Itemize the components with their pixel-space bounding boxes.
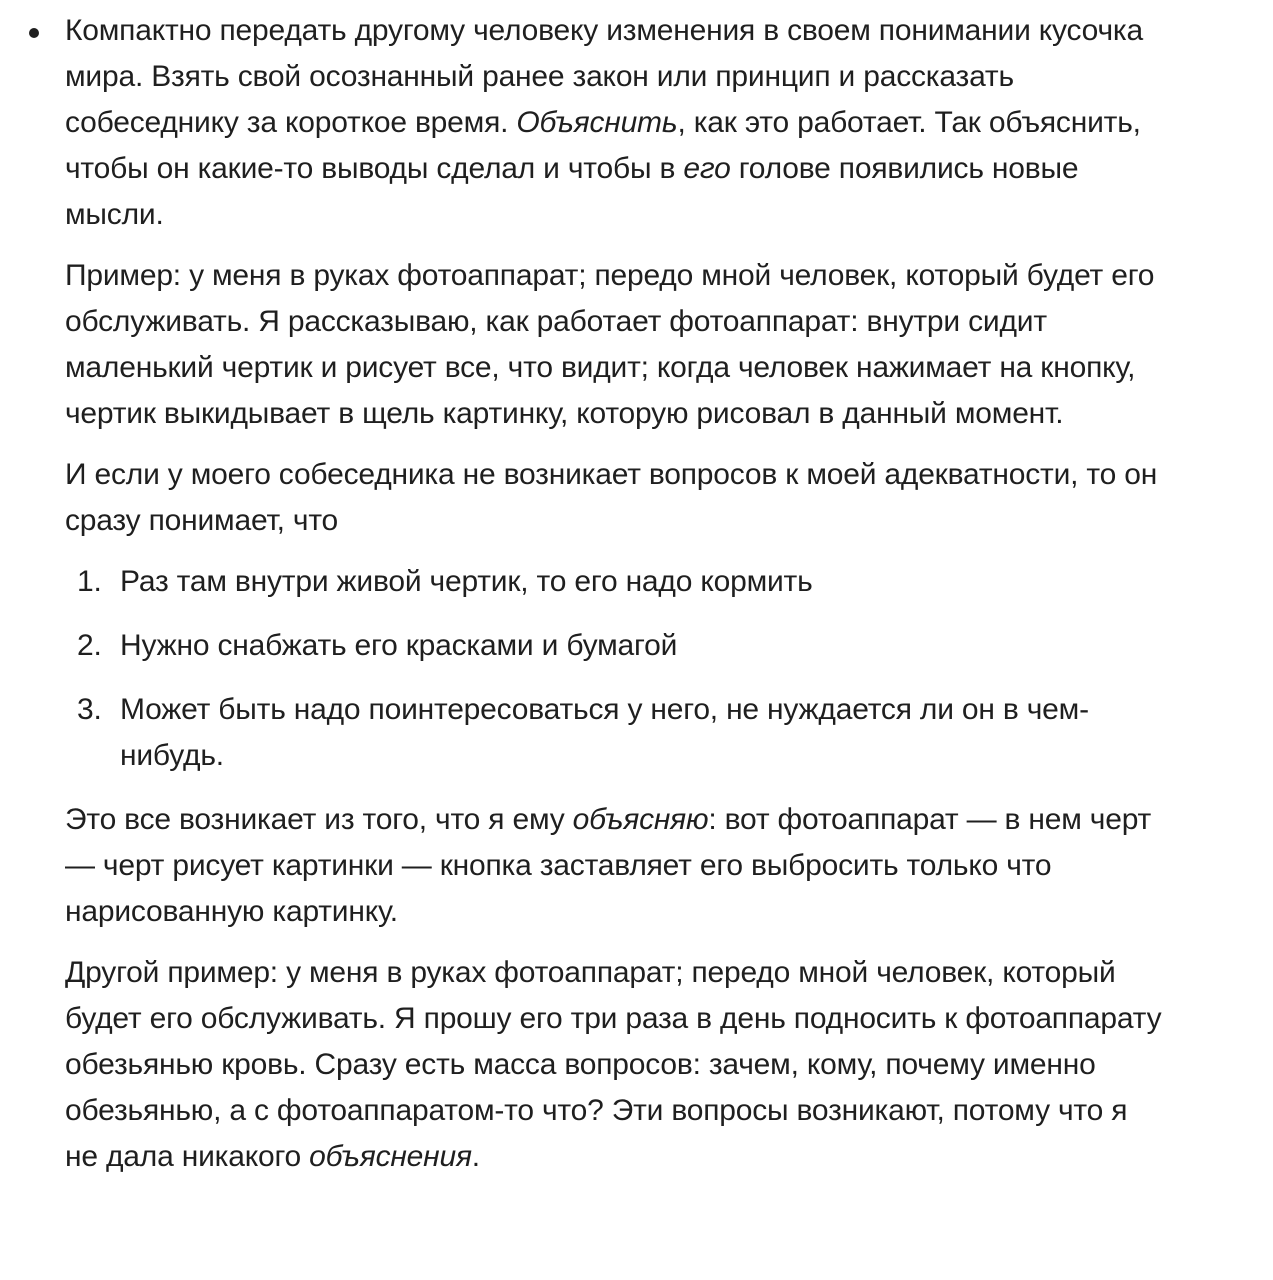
paragraph-consequence bbox=[65, 452, 1163, 544]
emphasis-run: объясняю bbox=[572, 803, 709, 836]
list-number: 1. bbox=[77, 565, 102, 598]
text-run: . bbox=[471, 1140, 480, 1173]
list-item bbox=[65, 687, 1163, 779]
text-run: Другой пример: у меня в руках фотоаппарат; передо мной человек, который будет его обслуживать. Я прошу его три раза в день подносить к фотоаппарату обезьянью кровь. Сразу есть масса вопросов: зачем, кому, почему именно обезьянью, а с фотоаппаратом-то что? Эти вопросы возникают, потому что я не дала никакого bbox=[65, 956, 1162, 1173]
list-item bbox=[65, 623, 1163, 669]
list-number: 3. bbox=[77, 693, 102, 726]
list-item-text: Раз там внутри живой чертик, то его надо кормить bbox=[120, 565, 813, 598]
paragraph-explanation bbox=[65, 797, 1163, 935]
text-run: Пример: у меня в руках фотоаппарат; передо мной человек, который будет его обслуживать. Я рассказываю, как работает фотоаппарат: внутри сидит маленький чертик и рисует все, что видит; когда человек нажимает на кнопку, чертик выкидывает в щель картинку, которую рисовал в данный момент. bbox=[65, 259, 1155, 430]
list-item bbox=[65, 559, 1163, 605]
paragraph-example-one bbox=[65, 253, 1163, 437]
list-item-text: Может быть надо поинтересоваться у него, не нуждается ли он в чем-нибудь. bbox=[120, 693, 1089, 772]
text-run: , как это работает. Так объяснить, чтобы он какие-то выводы сделал и чтобы в bbox=[65, 106, 1141, 185]
text-run: Это все возникает из того, что я ему bbox=[65, 803, 573, 836]
emphasis-run: объяснения bbox=[309, 1140, 472, 1173]
numbered-list bbox=[65, 559, 1163, 779]
text-run: И если у моего собеседника не возникает вопросов к моей адекватности, то он сразу понимает, что bbox=[65, 458, 1158, 537]
text-run: : вот фотоаппарат — в нем черт — черт рисует картинки — кнопка заставляет его выбросить только что нарисованную картинку. bbox=[65, 803, 1152, 928]
document-body bbox=[0, 8, 1273, 1195]
paragraph-example-two bbox=[65, 950, 1163, 1180]
paragraph-definition bbox=[65, 8, 1163, 238]
list-number: 2. bbox=[77, 629, 102, 662]
list-item-text: Нужно снабжать его красками и бумагой bbox=[120, 629, 678, 662]
emphasis-run: Объяснить bbox=[516, 106, 678, 139]
bullet-dot-icon bbox=[29, 28, 39, 38]
bullet-item bbox=[0, 8, 1273, 1180]
text-run: голове появились новые мысли. bbox=[65, 152, 1079, 231]
emphasis-run: его bbox=[683, 152, 731, 185]
text-run: Компактно передать другому человеку изменения в своем понимании кусочка мира. Взять свой осознанный ранее закон или принцип и рассказать собеседнику за короткое время. bbox=[65, 14, 1143, 139]
